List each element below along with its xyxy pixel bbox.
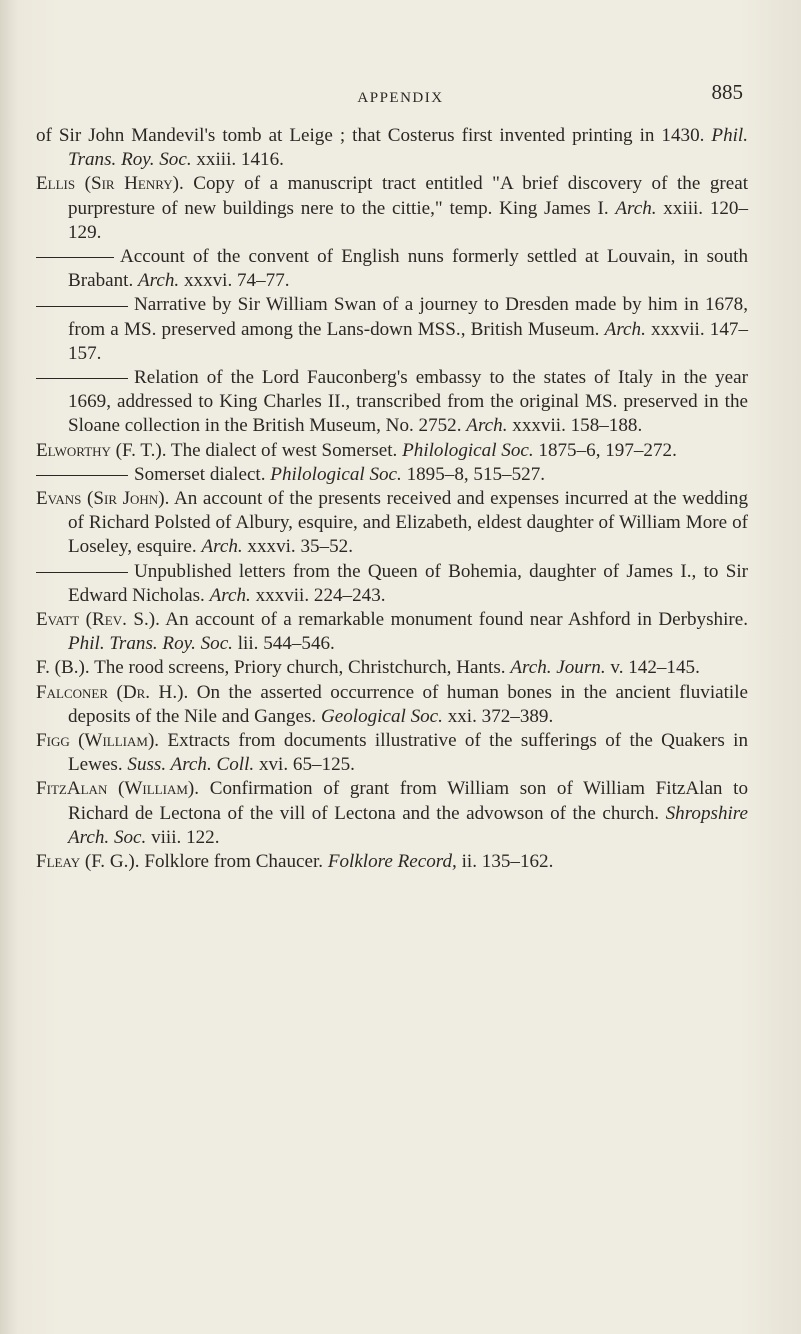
ditto-dash <box>36 378 128 379</box>
bibliography-entry <box>36 245 748 293</box>
bibliography-entry <box>36 850 748 874</box>
entry-source: Arch. <box>466 415 508 437</box>
entry-title: Unpublished letters from the Queen of Bohemia, daughter of James I., to Sir Edward Nicholas. <box>68 560 748 606</box>
entry-reference: lii. 544–546. <box>237 633 335 655</box>
entry-title: Confirmation of grant from William son of William FitzAlan to Richard de Lectona of the vill of Lectona and the advowson of the church. <box>68 778 749 824</box>
entry-author: Ellis (Sir Henry). <box>36 173 184 195</box>
entry-title: Narrative by Sir William Swan of a journey to Dresden made by him in 1678, from a MS. preserved among the Lans-down MSS., British Museum. <box>68 294 748 340</box>
entry-author: FitzAlan (William). <box>36 778 200 800</box>
entry-title: Somerset dialect. <box>134 463 266 485</box>
entry-reference: xxi. 372–389. <box>447 705 554 727</box>
bibliography-entry <box>36 729 748 777</box>
bibliography-entry <box>36 293 748 366</box>
ditto-dash <box>36 306 128 307</box>
bibliography-entry <box>36 487 748 560</box>
entry-title: An account of the presents received and expenses incurred at the wedding of Richard Polsted of Albury, esquire, and Elizabeth, eldest daughter of William More of Loseley, esquire. <box>68 488 748 558</box>
bibliography-entry <box>36 560 748 608</box>
entry-source: Arch. <box>615 197 657 219</box>
running-head-title: APPENDIX <box>357 90 444 106</box>
entry-title: On the asserted occurrence of human bones in the ancient fluviatile deposits of the Nile and Ganges. <box>68 681 749 727</box>
bibliography-entry <box>36 366 748 439</box>
entry-author: Fleay (F. G.). <box>36 851 140 873</box>
entry-source: Arch. <box>209 584 251 606</box>
entry-source: Phil. Trans. Roy. Soc. <box>68 125 749 171</box>
entry-author: Elworthy (F. T.). <box>36 439 167 461</box>
bibliography-entry <box>36 439 748 463</box>
ditto-dash <box>36 475 128 476</box>
entry-title: Account of the convent of English nuns formerly settled at Louvain, in south Brabant. <box>68 246 748 292</box>
entry-author: Figg (William). <box>36 730 160 752</box>
entry-reference: 1895–8, 515–527. <box>406 463 546 485</box>
bibliography-entry <box>36 777 748 850</box>
running-head <box>0 80 801 112</box>
entry-reference: xvi. 65–125. <box>258 754 355 776</box>
entry-title: Copy of a manuscript tract entitled "A brief discovery of the great purpresture of new buildings nere to the cittie," temp. King James I. <box>68 173 748 219</box>
entry-source: Philological Soc. <box>270 463 402 485</box>
entry-author: F. (B.). <box>36 657 90 679</box>
bibliography-entry <box>36 681 748 729</box>
entry-reference: v. 142–145. <box>610 657 700 679</box>
entry-reference: xxxvii. 147–157. <box>68 318 748 364</box>
entry-source: Shropshire Arch. Soc. <box>68 802 748 848</box>
entry-reference: xxiii. 1416. <box>196 149 284 171</box>
page-number: 885 <box>711 80 743 104</box>
entry-source: Arch. <box>138 270 180 292</box>
ditto-dash <box>36 572 128 573</box>
bibliography-entry <box>36 656 748 680</box>
entry-source: Arch. <box>604 318 646 340</box>
entry-title: The rood screens, Priory church, Christchurch, Hants. <box>94 657 506 679</box>
entry-reference: viii. 122. <box>151 826 220 848</box>
bibliography-entries <box>36 124 748 874</box>
bibliography-entry <box>36 172 748 245</box>
entry-title: An account of a remarkable monument found near Ashford in Derbyshire. <box>165 609 748 631</box>
entry-author: Evans (Sir John). <box>36 488 170 510</box>
entry-reference: xxxvii. 224–243. <box>255 584 386 606</box>
bibliography-entry <box>36 608 748 656</box>
entry-source: Phil. Trans. Roy. Soc. <box>68 633 233 655</box>
bibliography-entry <box>36 124 748 172</box>
entry-reference: xxxvii. 158–188. <box>512 415 643 437</box>
entry-author: Falconer (Dr. H.). <box>36 681 189 703</box>
entry-title: Folklore from Chaucer. <box>144 851 324 873</box>
ditto-dash <box>36 257 114 258</box>
entry-source: Suss. Arch. Coll. <box>127 754 255 776</box>
entry-source: Philological Soc. <box>402 439 534 461</box>
entry-author: Evatt (Rev. S.). <box>36 609 160 631</box>
bibliography-entry <box>36 463 748 487</box>
entry-reference: xxxvi. 74–77. <box>183 270 290 292</box>
entry-reference: 1875–6, 197–272. <box>538 439 677 461</box>
entry-reference: xxxvi. 35–52. <box>247 536 353 558</box>
entry-source: Folklore Record, <box>327 851 457 873</box>
entry-source: Geological Soc. <box>320 705 443 727</box>
entry-reference: xxiii. 120–129. <box>68 197 749 243</box>
entry-title: Extracts from documents illustrative of the sufferings of the Quakers in Lewes. <box>68 730 748 776</box>
entry-source: Arch. <box>201 536 243 558</box>
entry-title: The dialect of west Somerset. <box>170 439 398 461</box>
entry-source: Arch. Journ. <box>510 657 606 679</box>
entry-reference: ii. 135–162. <box>461 851 554 873</box>
entry-title: of Sir John Mandevil's tomb at Leige ; that Costerus first invented printing in 1430. <box>36 125 705 146</box>
entry-title: Relation of the Lord Fauconberg's embassy to the states of Italy in the year 1669, addressed to King Charles II., transcribed from the original MS. preserved in the Sloane collection in the British Museum, No. 2752. <box>68 367 748 437</box>
